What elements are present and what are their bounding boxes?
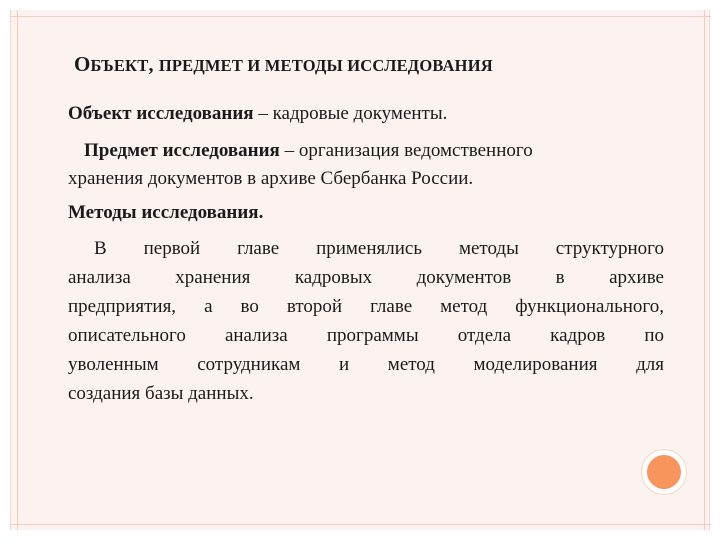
frame-top-line (11, 16, 711, 17)
decorative-circle (641, 449, 687, 495)
paragraph-line: В первой главе применялись методы структурного (94, 238, 664, 259)
title-rest: ПРЕДМЕТ И МЕТОДЫ ИССЛЕДОВАНИЯ (158, 56, 493, 75)
subject-line-1 (84, 137, 680, 165)
methods-label: Методы исследования. (68, 202, 264, 223)
object-line (68, 100, 664, 128)
frame-right-line (704, 10, 705, 530)
subject-label: Предмет исследования (84, 140, 280, 161)
title-initial: О (74, 52, 91, 76)
frame-bottom-line (11, 524, 711, 525)
object-label: Объект исследования (68, 103, 254, 124)
decorative-circle-fill (647, 455, 681, 489)
object-text: – кадровые документы. (253, 103, 448, 124)
methods-line (68, 199, 664, 227)
paragraph-line: уволенным сотрудникам и метод моделирования для (68, 354, 664, 375)
paragraph-line: анализа хранения кадровых документов в архиве (68, 267, 664, 288)
slide-title (74, 52, 493, 77)
title-word-1: БЪЕКТ (90, 56, 149, 75)
subject-text-1: – организация ведомственного (279, 140, 533, 161)
subject-line-2 (68, 165, 664, 193)
frame-left-line (17, 10, 18, 530)
methods-paragraph (68, 234, 664, 408)
paragraph-line: создания базы данных. (68, 383, 254, 404)
paragraph-line: описательного анализа программы отдела кадров по (68, 325, 664, 346)
subject-text-2: хранения документов в архиве Сбербанка России. (68, 168, 474, 189)
title-comma: , (148, 54, 159, 76)
paragraph-line: предприятия, а во второй главе метод функционального, (68, 296, 664, 317)
